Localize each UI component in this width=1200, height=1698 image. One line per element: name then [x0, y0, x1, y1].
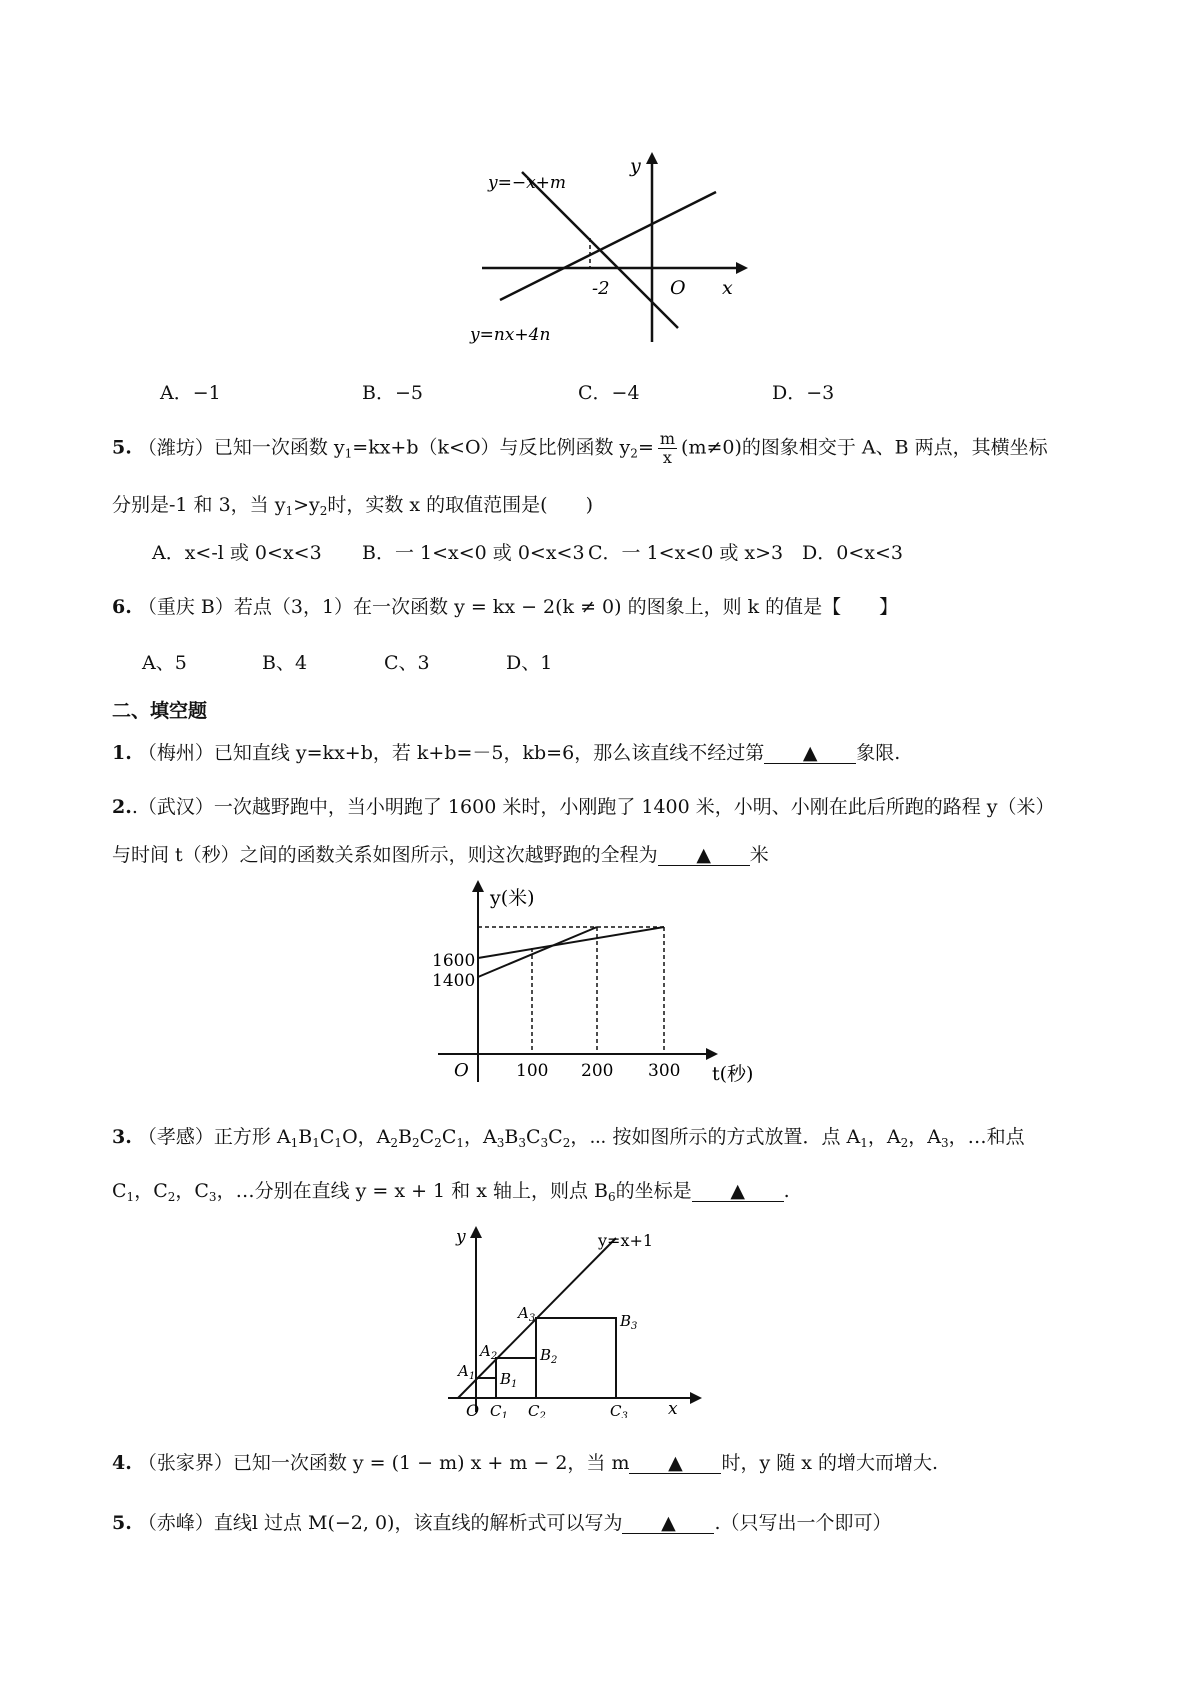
graph-race-distance-time: [420, 876, 780, 1096]
y-axis-label: y: [456, 1227, 466, 1247]
label-B3: $B_3$: [620, 1312, 638, 1332]
square-1: [476, 1378, 496, 1398]
answer-blank[interactable]: ▲: [692, 1181, 784, 1202]
q4-option-b: B．−5: [362, 382, 423, 404]
x-tick-100: 100: [516, 1061, 549, 1081]
x-tick-300: 300: [648, 1061, 681, 1081]
graph-lines-intersection: [460, 150, 760, 350]
q5-option-d: D．0<x<3: [802, 542, 903, 564]
label-A3: $A_3$: [518, 1304, 536, 1324]
label-C2: $C_2$: [528, 1402, 546, 1418]
label-C1: $C_1$: [490, 1402, 508, 1418]
line-label: y=x+1: [598, 1231, 654, 1250]
x-axis-arrow: [706, 1048, 718, 1060]
answer-blank[interactable]: ▲: [622, 1513, 714, 1534]
origin-label: O: [454, 1060, 469, 1081]
q5-number: 5.: [112, 436, 132, 459]
q5-line2: 分别是-1 和 3，当 $y_1>y_2$时，实数 x 的取值范围是( ): [112, 494, 594, 518]
label-C3: $C_3$: [610, 1402, 628, 1418]
q4-option-d: D．−3: [772, 382, 835, 404]
label-A2: $A_2$: [480, 1342, 498, 1362]
label-A1: $A_1$: [458, 1362, 476, 1382]
graph-squares-staircase: [440, 1222, 720, 1418]
q5-option-b: B．一 1<x<0 或 0<x<3: [362, 542, 585, 564]
label-B2: $B_2$: [540, 1346, 558, 1366]
y-tick-1400: 1400: [432, 971, 476, 991]
x-axis-label: t(秒): [712, 1063, 754, 1085]
q5-option-a: A．x<-l 或 0<x<3: [152, 542, 322, 564]
tick-minus2: -2: [592, 278, 610, 299]
q6-option-c: C、3: [384, 652, 430, 674]
fraction-m-over-x: $\frac{m}{x}$: [659, 429, 676, 467]
origin-label: O: [466, 1401, 480, 1418]
y-tick-1600: 1600: [432, 951, 476, 971]
y-axis-arrow: [472, 880, 484, 892]
x-axis-label: x: [722, 277, 733, 299]
label-line2: y=nx+4n: [470, 325, 551, 345]
q6-line1: 6. （重庆 B）若点（3，1）在一次函数 y = kx − 2(k ≠ 0) 的图象上，则 k 的值是【 】: [112, 596, 899, 618]
x-axis-arrow: [736, 262, 748, 274]
q5-option-c: C．一 1<x<0 或 x>3: [588, 542, 784, 564]
q4-option-c: C．−4: [578, 382, 640, 404]
answer-blank[interactable]: ▲: [629, 1453, 721, 1474]
f2-line1: 2..（武汉）一次越野跑中，当小明跑了 1600 米时，小刚跑了 1400 米，小明、小刚在此后所跑的路程 y（米）: [112, 796, 1055, 818]
y-axis-arrow: [470, 1226, 482, 1238]
x-axis-arrow: [690, 1392, 702, 1404]
f3-line2: $C_1$，$C_2$，$C_3$，…分别在直线 y = x + 1 和 x 轴上，则点 $B_6$的坐标是 ▲ .: [112, 1180, 790, 1204]
f5-line1: 5. （赤峰）直线l 过点 M(−2, 0)，该直线的解析式可以写为 ▲ .（只写出一个即可）: [112, 1512, 892, 1534]
line-xiaoming: [478, 927, 664, 958]
q5-line1: 5. （潍坊）已知一次函数 $y_1=kx+b(k<O)$与反比例函数 $y_2=$ $\frac{m}{x}$ (m≠0)的图象相交于 A、B 两点，其横坐标: [112, 429, 1048, 467]
f2-line2: 与时间 t（秒）之间的函数关系如图所示，则这次越野跑的全程为 ▲ 米: [112, 844, 769, 866]
y-axis-arrow: [646, 152, 658, 164]
q4-option-a: A．−1: [160, 382, 221, 404]
x-tick-200: 200: [581, 1061, 614, 1081]
y-axis-label: y(米): [490, 887, 535, 909]
q6-option-b: B、4: [262, 652, 308, 674]
section-title-fill-in: 二、填空题: [112, 700, 208, 722]
f3-line1: 3. （孝感）正方形 $A_1B_1C_1O$，$A_2B_2C_2C_1$，$A_3B_3C_3C_2$，⋯ 按如图所示的方式放置．点 $A_1$，$A_2$，$A_3$，…和点: [112, 1126, 1025, 1150]
f4-line1: 4. （张家界）已知一次函数 y = (1 − m) x + m − 2，当 m ▲ 时，y 随 x 的增大而增大.: [112, 1452, 939, 1474]
f1-line1: 1. （梅州）已知直线 y=kx+b，若 k+b=－5，kb=6，那么该直线不经过第 ▲ 象限.: [112, 742, 901, 764]
origin-label: O: [670, 277, 686, 299]
answer-blank[interactable]: ▲: [658, 845, 750, 866]
q6-number: 6.: [112, 596, 132, 618]
label-line1: y=−x+m: [488, 173, 567, 193]
q5-source: （潍坊）: [137, 436, 214, 459]
answer-blank[interactable]: ▲: [764, 743, 856, 764]
label-B1: $B_1$: [500, 1370, 518, 1390]
q6-option-d: D、1: [506, 652, 553, 674]
line-xiaogang: [478, 927, 597, 977]
y-axis-label: y: [630, 155, 641, 177]
x-axis-label: x: [668, 1399, 678, 1418]
q6-option-a: A、5: [142, 652, 187, 674]
